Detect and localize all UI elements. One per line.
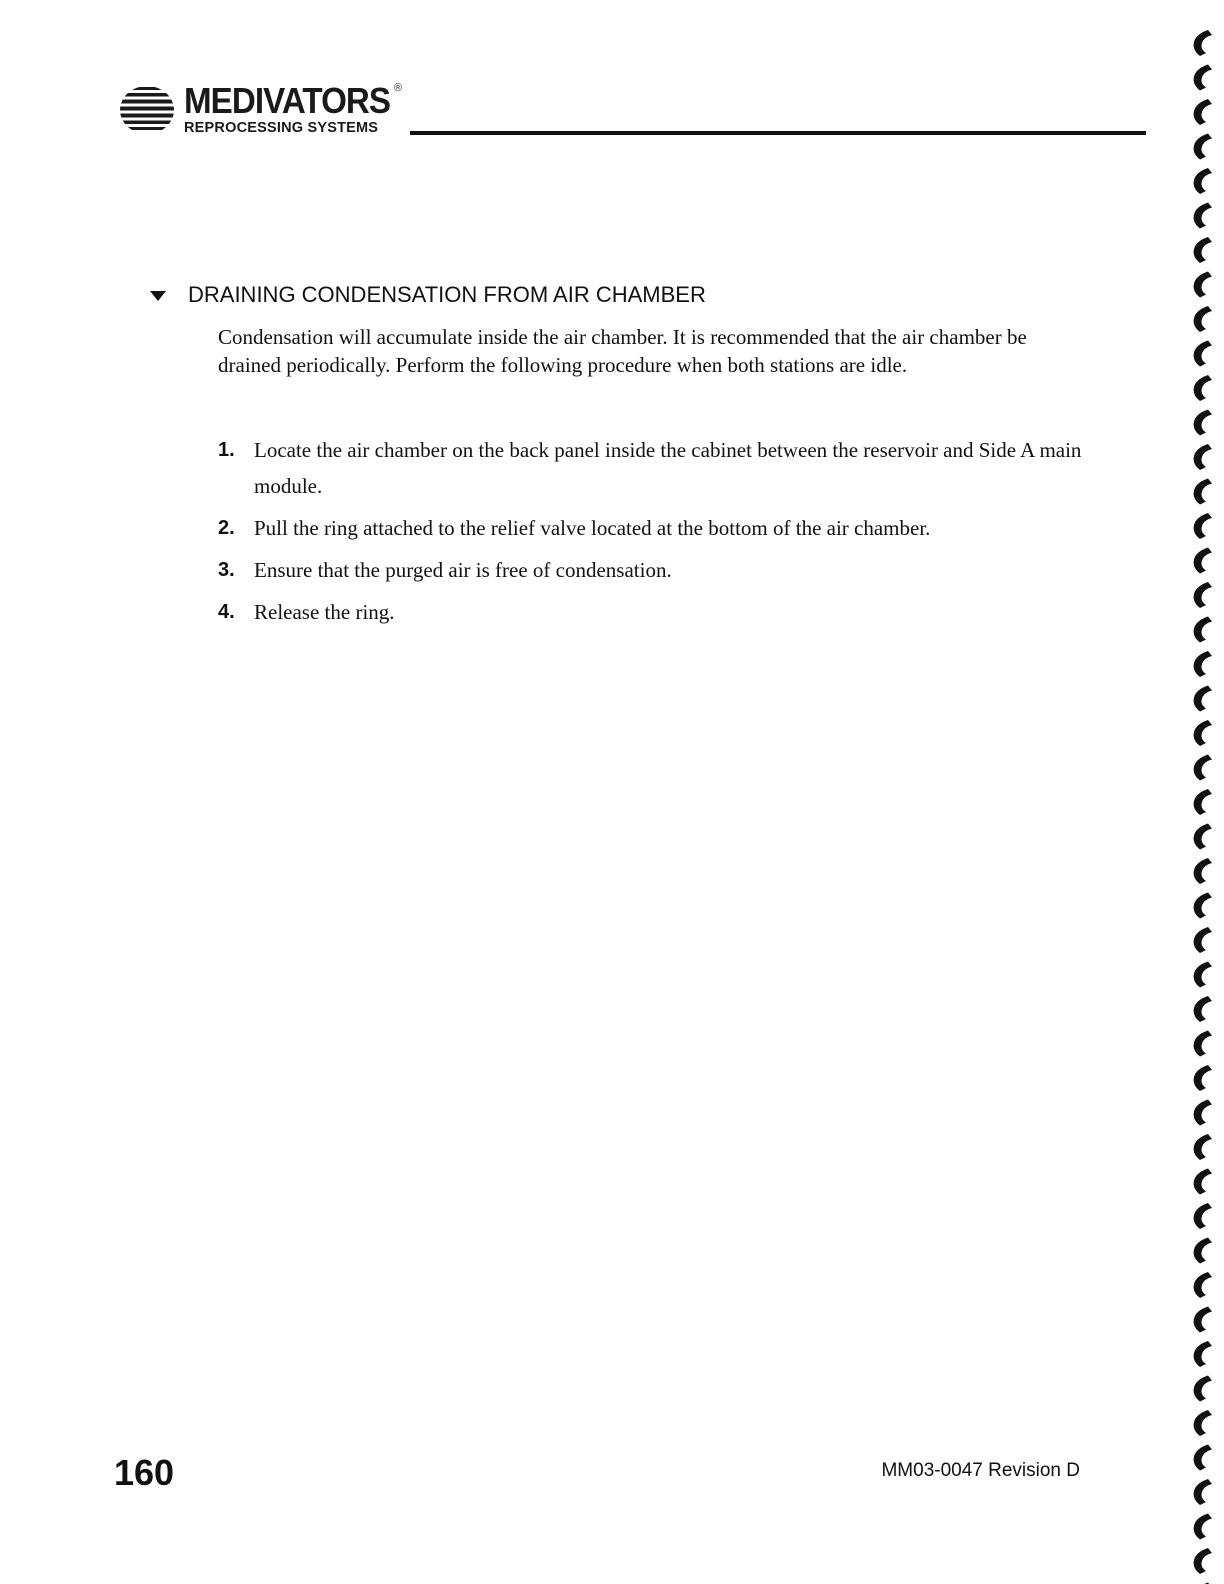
binding-coil (1194, 1548, 1212, 1574)
section-heading-text: DRAINING CONDENSATION FROM AIR CHAMBER (188, 282, 706, 307)
binding-coil (1194, 755, 1212, 781)
binding-coil (1194, 1203, 1212, 1229)
binding-coil (1194, 99, 1212, 125)
step-number: 1. (218, 439, 235, 461)
binding-coil (1194, 1169, 1212, 1195)
binding-coil (1194, 1479, 1212, 1505)
binding-coil (1194, 1031, 1212, 1057)
step-number: 2. (218, 517, 235, 539)
binding-coil (1194, 893, 1212, 919)
binding-coil (1194, 651, 1212, 677)
binding-coil (1194, 30, 1212, 56)
binding-coil (1194, 962, 1212, 988)
registered-mark: ® (394, 82, 403, 94)
procedure-steps (218, 432, 1098, 636)
list-item (218, 552, 1098, 588)
binding-coil (1194, 410, 1212, 436)
binding-coil (1194, 237, 1212, 263)
binding-coil (1194, 824, 1212, 850)
binding-coil (1194, 272, 1212, 298)
medivators-logo (118, 80, 418, 140)
step-number: 4. (218, 601, 235, 623)
binding-coil (1194, 513, 1212, 539)
binding-coil (1194, 444, 1212, 470)
step-text: Pull the ring attached to the relief valve located at the bottom of the air chamber. (254, 516, 931, 540)
binding-coil (1194, 927, 1212, 953)
brand-name: MEDIVATORS (184, 80, 391, 121)
document-revision: MM03-0047 Revision D (881, 1460, 1080, 1481)
binding-coil (1194, 617, 1212, 643)
binding-coil (1194, 1272, 1212, 1298)
list-item (218, 594, 1098, 630)
binding-coil (1194, 582, 1212, 608)
brand-subtitle: REPROCESSING SYSTEMS (184, 120, 379, 136)
binding-coil (1194, 858, 1212, 884)
step-number: 3. (218, 559, 235, 581)
step-text: Release the ring. (254, 600, 395, 624)
list-item (218, 432, 1098, 504)
binding-coil (1194, 203, 1212, 229)
header-rule (410, 131, 1146, 135)
binding-coil (1194, 1341, 1212, 1367)
binding-coil (1194, 548, 1212, 574)
spiral-binding-edge (1168, 0, 1224, 1584)
binding-coil (1194, 720, 1212, 746)
triangle-bullet-icon (150, 291, 166, 301)
page-number: 160 (114, 1452, 175, 1493)
binding-coil (1194, 65, 1212, 91)
binding-coil (1194, 168, 1212, 194)
intro-paragraph: Condensation will accumulate inside the air chamber. It is recommended that the air chamber be drained periodically. Perform the following procedure when both stations are idle. (218, 325, 1027, 377)
binding-coil (1194, 1445, 1212, 1471)
binding-coil (1194, 375, 1212, 401)
binding-coil (1194, 1065, 1212, 1091)
step-text: Ensure that the purged air is free of condensation. (254, 558, 672, 582)
binding-coil (1194, 1376, 1212, 1402)
binding-coil (1194, 1238, 1212, 1264)
binding-coil (1194, 134, 1212, 160)
globe-stripes-logo-icon (118, 84, 176, 136)
section-heading (150, 282, 706, 308)
binding-coil (1194, 1410, 1212, 1436)
binding-coil (1194, 306, 1212, 332)
binding-coil (1194, 1134, 1212, 1160)
binding-coil (1194, 1100, 1212, 1126)
binding-coil (1194, 1307, 1212, 1333)
binding-coil (1194, 479, 1212, 505)
binding-coil (1194, 1514, 1212, 1540)
binding-coil (1194, 686, 1212, 712)
step-text: Locate the air chamber on the back panel inside the cabinet between the reservoir and Side A main module. (254, 438, 1082, 498)
binding-coil (1194, 341, 1212, 367)
list-item (218, 510, 1098, 546)
binding-coil (1194, 996, 1212, 1022)
binding-coil (1194, 789, 1212, 815)
